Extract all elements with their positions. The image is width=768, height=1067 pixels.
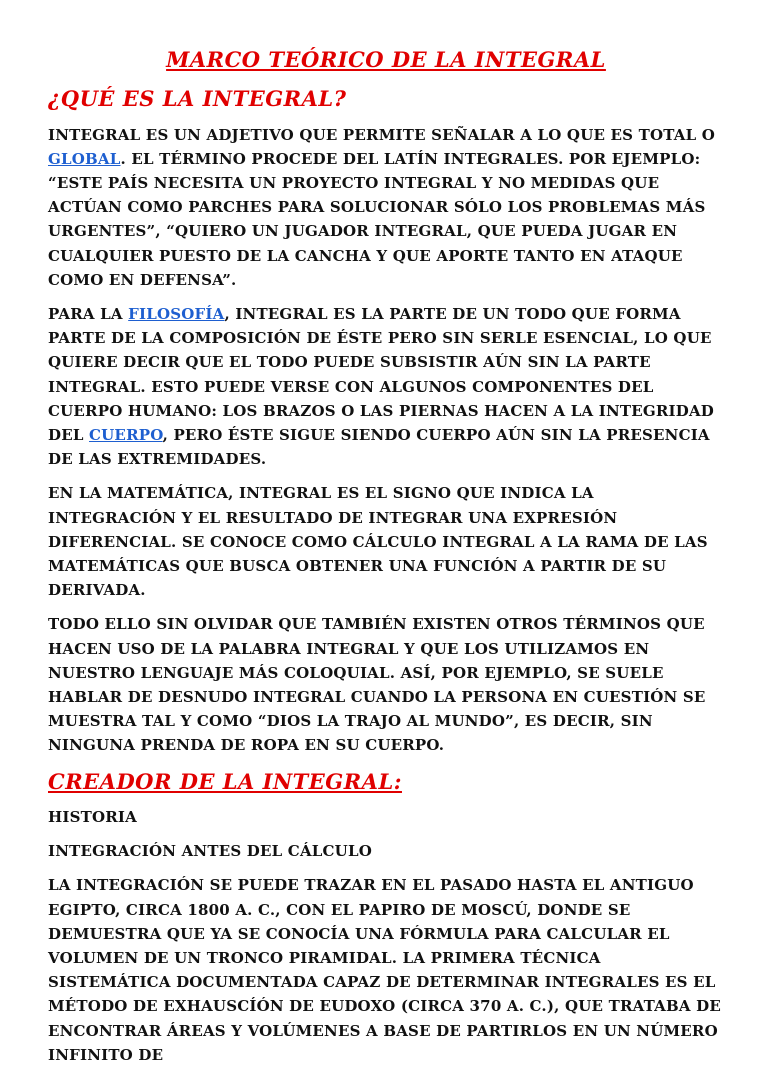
section-heading-que-es: ¿QUÉ ES LA INTEGRAL? (48, 86, 347, 112)
text-span: , PERO ÉSTE SIGUE SIENDO CUERPO AÚN SIN LA PRESENCIA DE LAS EXTREMIDADES. (48, 426, 710, 469)
section-heading-creador: CREADOR DE LA INTEGRAL: (48, 768, 402, 794)
text-span: , INTEGRAL ES LA PARTE DE UN TODO QUE FORMA PARTE DE LA COMPOSICIÓN DE ÉSTE PERO SIN SERLE ESENCIAL, LO QUE QUIERE DECIR QUE EL TODO PUEDE SUBSISTIR AÚN SIN LA PARTE INTEGRAL. ESTO PUEDE VERSE CON ALGUNOS COMPONENTES DEL CUERPO HUMANO: LOS BRAZOS O LAS PIERNAS HACEN A LA INTEGRIDAD DEL (48, 305, 715, 445)
link-global[interactable]: GLOBAL (48, 149, 121, 168)
paragraph-historia: HISTORIA (48, 807, 137, 826)
text-span: . EL TÉRMINO PROCEDE DEL LATÍN INTEGRALES. POR EJEMPLO: “ESTE PAÍS NECESITA UN PROYECTO INTEGRAL Y NO MEDIDAS QUE ACTÚAN COMO PARCHES PARA SOLUCIONAR SÓLO LOS PROBLEMAS MÁS URGENTES”, “QUIERO UN JUGADOR INTEGRAL, QUE PUEDA JUGAR EN CUALQUIER PUESTO DE LA CANCHA Y QUE APORTE TANTO EN ATAQUE COMO EN DEFENSA”. (48, 149, 706, 289)
paragraph-definition (48, 123, 724, 292)
paragraph-filosofia (48, 302, 724, 471)
paragraph-egipto: LA INTEGRACIÓN SE PUEDE TRAZAR EN EL PASADO HASTA EL ANTIGUO EGIPTO, CIRCA 1800 A. C., CON EL PAPIRO DE MOSCÚ, DONDE SE DEMUESTRA QUE YA SE CONOCÍA UNA FÓRMULA PARA CALCULAR EL VOLUMEN DE UN TRONCO PIRAMIDAL. LA PRIMERA TÉCNICA SISTEMÁTICA DOCUMENTADA CAPAZ DE DETERMINAR INTEGRALES ES EL MÉTODO DE EXHAUSCÍÓN DE EUDOXO (CIRCA 370 A. C.), QUE TRATABA DE ENCONTRAR ÁREAS Y VOLÚMENES A BASE DE PARTIRLOS EN UN NÚMERO INFINITO DE (48, 876, 722, 1064)
text-span: INTEGRAL ES UN ADJETIVO QUE PERMITE SEÑALAR A LO QUE ES TOTAL O (48, 125, 716, 144)
text-span: PARA LA (48, 305, 129, 324)
paragraph-integracion-antes: INTEGRACIÓN ANTES DEL CÁLCULO (48, 842, 372, 861)
paragraph-otros-terminos: TODO ELLO SIN OLVIDAR QUE TAMBIÉN EXISTEN OTROS TÉRMINOS QUE HACEN USO DE LA PALABRA INTEGRAL Y QUE LOS UTILIZAMOS EN NUESTRO LENGUAJE MÁS COLOQUIAL. ASÍ, POR EJEMPLO, SE SUELE HABLAR DE DESNUDO INTEGRAL CUANDO LA PERSONA EN CUESTIÓN SE MUESTRA TAL Y COMO “DIOS LA TRAJO AL MUNDO”, ES DECIR, SIN NINGUNA PRENDA DE ROPA EN SU CUERPO. (48, 615, 706, 755)
link-filosofia[interactable]: FILOSOFÍA (128, 305, 225, 324)
paragraph-matematica: EN LA MATEMÁTICA, INTEGRAL ES EL SIGNO QUE INDICA LA INTEGRACIÓN Y EL RESULTADO DE INTEGRAR UNA EXPRESIÓN DIFERENCIAL. SE CONOCE COMO CÁLCULO INTEGRAL A LA RAMA DE LAS MATEMÁTICAS QUE BUSCA OBTENER UNA FUNCIÓN A PARTIR DE SU DERIVADA. (48, 484, 708, 600)
document-title: MARCO TEÓRICO DE LA INTEGRAL (166, 47, 606, 72)
link-cuerpo[interactable]: CUERPO (89, 426, 163, 445)
